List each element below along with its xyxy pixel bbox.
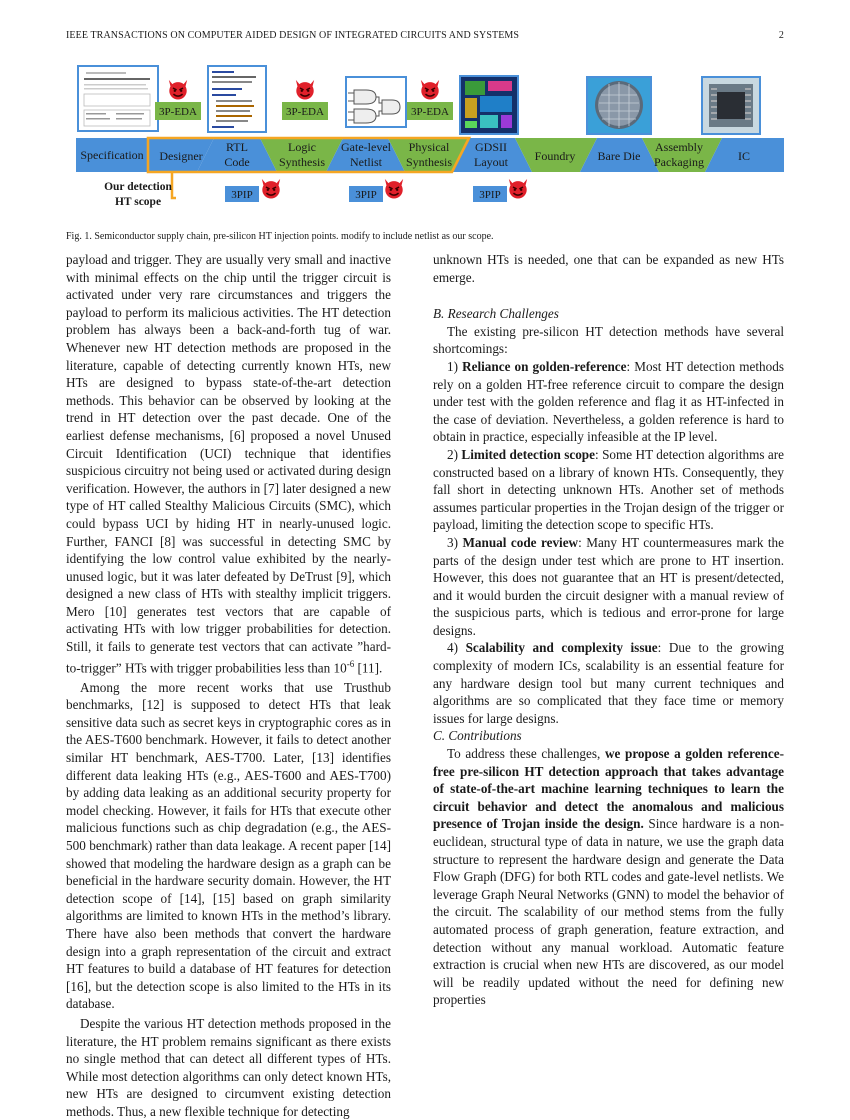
figure-caption: Fig. 1. Semiconductor supply chain, pre-silicon HT injection points. modify to include netlist as our scope.: [66, 231, 494, 242]
paragraph: The existing pre-silicon HT detection methods have several shortcomings:: [433, 323, 784, 357]
eda-label-2: [282, 80, 328, 120]
stage-foundry: Foundry: [534, 149, 576, 163]
paragraph: To address these challenges, we propose a golden reference-free pre-silicon HT detection approach that takes advantage of state-of-the-art machine learning techniques to learn the circuit behavior and detect the anomalous and malicious presence of Trojan inside the design. Since hardware is a non-euclidean, structural type of data in nature, we use the graph data structure to represent the hardware design and generate the Data Flow Graph (DFG) for both RTL codes and gate-level netlists. We leverage Graph Neural Networks (GNN) to model the behavior of the circuit. The scalability of our method stems from the fully automated process of graph generation, feature extraction, and detection without any manual workload. Automatic feature extraction is crucial when new HTs are discovered, as our model will be readily updated without the need for defining new properties: [433, 746, 784, 1008]
devil-icon: [385, 179, 403, 199]
paragraph: Among the more recent works that use Trusthub benchmarks, [12] is supposed to detect HTs that leak sensitive data such as secret keys in cryptographic cores as in the AES-T600 benchmark. However, it fails to detect another similar HT benchmark, AES-T700. Later, [13] identifies different data leaking HTs (e.g., AES-T600 and AES-T700) by adding data leaking as an additional security property for model checking. However, it fails for HTs that execute other malicious functions such as chip degradation (e.g., the AES-500 benchmark) rather than data leakage. A recent paper [14] showed that modeling the hardware design as a graph can be beneficial in the hardware security domain. However, the HT detection scope of [14], [15] based on graph similarity algorithms are limited to known HTs in the method’s library. There have also been methods that convert the hardware design into a graph representation of the circuit and extract HT features to build a database of HT features for detection [16], but the detection scope is also limited to the HTs in its database.: [66, 679, 391, 1012]
paragraph: Despite the various HT detection methods proposed in the literature, the HT problem remains significant as there exists no single method that can detect all different types of HTs. While most detection algorithms can only detect known HTs, new HTs are designed to circumvent existing detection methods. Thus, a new flexible technique for detecting: [66, 1015, 391, 1119]
journal-title: IEEE TRANSACTIONS ON COMPUTER AIDED DESIGN OF INTEGRATED CIRCUITS AND SYSTEMS: [66, 30, 520, 41]
svg-text:3PIP: 3PIP: [355, 189, 377, 201]
devil-icon: [296, 80, 314, 100]
page-number: 2: [778, 30, 784, 41]
paragraph: unknown HTs is needed, one that can be expanded as new HTs emerge.: [433, 252, 784, 285]
eda-label-3: [407, 80, 453, 120]
list-item: 3) Manual code review: Many HT countermeasures mark the parts of the design under test which are prone to HT insertion. However, this does not guarantee that an HT is present/detected, and it would burden the circuit designer with a manual review of the suspicious parts, which is tedious and error-prone for large designs.: [433, 534, 784, 638]
stage-designer: Designer: [159, 149, 203, 163]
eda-label-1: [155, 80, 201, 120]
document-thumbnail-icon: [78, 66, 158, 131]
wafer-photo-icon: [587, 77, 651, 134]
stage-gate-level-netlist-line2: Netlist: [350, 155, 382, 169]
stage-rtl-code-line2: Code: [224, 155, 250, 169]
devil-icon: [262, 179, 280, 199]
supply-chain-figure: [76, 62, 784, 218]
list-item: 2) Limited detection scope: Some HT detection algorithms are constructed based on a library of known HTs. Consequently, they fall short in detecting unknown HTs. Another set of methods assumes particular properties in the Trojan design of the trigger or payload, limiting the detection scope to specific HTs.: [433, 446, 784, 533]
devil-icon: [169, 80, 187, 100]
ip-label-2: [349, 179, 403, 202]
stage-gate-level-netlist-line1: Gate-level: [341, 140, 391, 154]
scope-label-line1: Our detection: [104, 181, 172, 193]
ip-label-3: [473, 179, 527, 202]
stage-logic-synthesis-line2: Synthesis: [278, 155, 326, 169]
stage-specification: Specification: [80, 148, 144, 162]
paragraph: payload and trigger. They are usually very small and inactive with minimal effects on the chip until the trigger circuit is activated under very rare circumstances and triggers the payload to perform its malicious activities. The HT detection problem has always been a back-and-forth tug of war. Whenever new HT detection methods are proposed in the literature, capable of detecting currently known HTs, new HTs are designed to bypass state-of-the-art detection methods. This behavior can be observed by looking at the trend in HT detection over the past decade. One of the earliest defense mechanisms, [6] proposed a novel Unused Circuit Identification (UCI) technique that identifies suspicious circuitry not being used or activated during design verification. However, the authors in [7] later designed a new type of HT called Stealthy Malicious Circuits (SMC), which could bypass UCI by hiding HT in nearly-unused logic. Further, FANCI [8] was successful in detecting SMC by identifying the low control value exhibited by the nearly-unused logic, but it was later defeated by DeTrust [9], which designed a new class of HTs with stealthy implicit triggers. Mero [10] generates test vectors that are capable of activating HTs with low trigger probabilities for detection. Still, it fails to generate test vectors that can activate ”hard-to-trigger” HTs with trigger probabilities less than $10^{-6}$ [11].: [66, 252, 391, 676]
section-heading-b: B. Research Challenges: [433, 306, 559, 322]
stage-physical-synthesis-line2: Synthesis: [405, 155, 453, 169]
chip-photo-icon: [702, 77, 760, 134]
svg-text:3P-EDA: 3P-EDA: [286, 106, 324, 118]
stage-physical-synthesis-line1: Physical: [408, 140, 450, 154]
stage-assembly-packaging-line1: Assembly: [655, 140, 703, 154]
svg-text:3PIP: 3PIP: [231, 189, 253, 201]
stage-bare-die: Bare Die: [597, 149, 641, 163]
circuit-thumbnail-icon: [346, 77, 406, 127]
left-column: [66, 251, 391, 1120]
svg-text:3P-EDA: 3P-EDA: [159, 106, 197, 118]
stage-ic: IC: [738, 149, 750, 163]
stage-logic-synthesis-line1: Logic: [288, 140, 316, 154]
scope-annotation: [104, 172, 176, 208]
layout-thumbnail-icon: [460, 76, 518, 134]
list-item: 1) Reliance on golden-reference: Most HT detection methods rely on a golden HT-free reference circuit to compare the design under test with the golden reference and flag it as HT-infected in the case of deviation. Nevertheless, a golden reference is hard to obtain in practice, especially infeasible at the IP level.: [433, 358, 784, 445]
stage-gdsii-layout-line1: GDSII: [475, 140, 507, 154]
right-column: [433, 251, 784, 1009]
stage-gdsii-layout-line2: Layout: [474, 155, 508, 169]
stage-rtl-code-line: RTL: [226, 140, 248, 154]
svg-text:3PIP: 3PIP: [479, 189, 501, 201]
devil-icon: [421, 80, 439, 100]
section-heading-c: C. Contributions: [433, 728, 522, 744]
scope-label-line2: HT scope: [114, 196, 162, 208]
code-thumbnail-icon: [208, 66, 266, 132]
list-item: 4) Scalability and complexity issue: Due to the growing complexity of modern ICs, scalability is an essential feature for any hardware design tool but many current techniques and algorithms are so complicated that they face time or memory issues for large designs.: [433, 640, 784, 726]
page-header: [66, 30, 784, 46]
ip-label-1: [225, 179, 280, 202]
devil-icon: [509, 179, 527, 199]
svg-text:3P-EDA: 3P-EDA: [411, 106, 449, 118]
stage-assembly-packaging-line2: Packaging: [654, 155, 704, 169]
